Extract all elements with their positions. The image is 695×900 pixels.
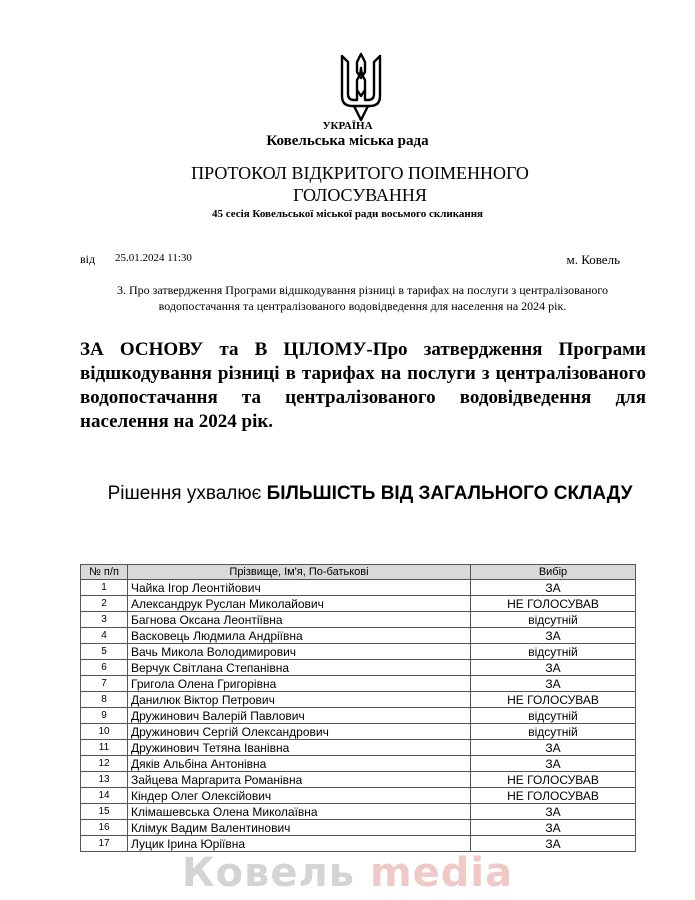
header-choice: Вибір	[471, 565, 636, 580]
row-number: 16	[81, 820, 128, 836]
row-name: Клімашевська Олена Миколаївна	[128, 804, 471, 820]
row-name: Луцик Ірина Юріївна	[128, 836, 471, 852]
result-value: БІЛЬШІСТЬ ВІД ЗАГАЛЬНОГО СКЛАДУ	[266, 483, 633, 504]
city-name: м. Ковель	[566, 252, 620, 267]
row-name: Кіндер Олег Олексійович	[128, 788, 471, 804]
result-statement	[90, 482, 650, 506]
table-row	[81, 788, 636, 804]
row-choice: ЗА	[471, 756, 636, 772]
row-choice: відсутній	[471, 612, 636, 628]
agenda-item: 3. Про затвердження Програми відшкодування різниці в тарифах на послуги з централізованого водопостачання та централізованого водовідведення для населення на 2024 рік.	[116, 283, 609, 313]
watermark-part-2: media	[369, 850, 514, 896]
table-row	[81, 756, 636, 772]
row-name: Верчук Світлана Степанівна	[128, 660, 471, 676]
result-prefix: Рішення ухвалює	[107, 483, 267, 504]
header-name: Прізвище, Ім'я, По-батькові	[128, 565, 471, 580]
table-row	[81, 692, 636, 708]
table-row	[81, 644, 636, 660]
row-number: 13	[81, 772, 128, 788]
row-choice: ЗА	[471, 628, 636, 644]
from-label: від	[80, 252, 96, 266]
row-number: 17	[81, 836, 128, 852]
row-number: 2	[81, 596, 128, 612]
council-name: Ковельська міська рада	[266, 133, 429, 149]
document-title	[150, 162, 570, 206]
decision-text: ЗА ОСНОВУ та В ЦІЛОМУ-Про затвердження Програми відшкодування різниці в тарифах на послуги з централізованого водопостачання та централізованого водовідведення для населення на 2024 рік.	[80, 339, 646, 432]
row-number: 9	[81, 708, 128, 724]
row-choice: НЕ ГОЛОСУВАВ	[471, 772, 636, 788]
row-name: Григола Олена Григорівна	[128, 676, 471, 692]
table-row	[81, 772, 636, 788]
row-number: 3	[81, 612, 128, 628]
row-name: Васковець Людмила Андріївна	[128, 628, 471, 644]
row-choice: ЗА	[471, 660, 636, 676]
table-header-row	[81, 565, 636, 580]
row-name: Вачь Микола Володимирович	[128, 644, 471, 660]
vote-datetime: 25.01.2024 11:30	[115, 252, 192, 264]
row-name: Дружинович Валерій Павлович	[128, 708, 471, 724]
row-choice: ЗА	[471, 740, 636, 756]
row-choice: відсутній	[471, 708, 636, 724]
row-name: Дяків Альбіна Антонівна	[128, 756, 471, 772]
votes-table	[80, 564, 636, 852]
row-number: 14	[81, 788, 128, 804]
table-row	[81, 676, 636, 692]
row-choice: ЗА	[471, 804, 636, 820]
row-name: Клімук Вадим Валентинович	[128, 820, 471, 836]
header-number: № п/п	[81, 565, 128, 580]
document-title-line-1: ПРОТОКОЛ ВІДКРИТОГО ПОІМЕННОГО	[191, 163, 529, 183]
session-subtitle: 45 сесія Ковельської міської ради восьмого скликання	[211, 208, 483, 220]
row-choice: відсутній	[471, 644, 636, 660]
table-row	[81, 580, 636, 596]
row-number: 4	[81, 628, 128, 644]
row-name: Александрук Руслан Миколайович	[128, 596, 471, 612]
table-row	[81, 660, 636, 676]
table-row	[81, 596, 636, 612]
row-choice: ЗА	[471, 580, 636, 596]
table-row	[81, 628, 636, 644]
country-name: УКРАЇНА	[322, 120, 373, 132]
row-choice: ЗА	[471, 820, 636, 836]
row-number: 12	[81, 756, 128, 772]
table-row	[81, 708, 636, 724]
row-number: 8	[81, 692, 128, 708]
row-choice: ЗА	[471, 676, 636, 692]
watermark-part-1: Ковель	[181, 850, 370, 896]
trident-coat-of-arms-icon	[338, 50, 384, 122]
row-choice: відсутній	[471, 724, 636, 740]
row-choice: НЕ ГОЛОСУВАВ	[471, 692, 636, 708]
row-name: Дружинович Сергій Олександрович	[128, 724, 471, 740]
table-row	[81, 804, 636, 820]
row-choice: НЕ ГОЛОСУВАВ	[471, 596, 636, 612]
row-number: 6	[81, 660, 128, 676]
row-number: 1	[81, 580, 128, 596]
row-name: Данилюк Віктор Петрович	[128, 692, 471, 708]
row-number: 15	[81, 804, 128, 820]
row-name: Багнова Оксана Леонтіївна	[128, 612, 471, 628]
table-row	[81, 612, 636, 628]
table-row	[81, 724, 636, 740]
row-name: Зайцева Маргарита Романівна	[128, 772, 471, 788]
table-row	[81, 820, 636, 836]
row-number: 10	[81, 724, 128, 740]
row-name: Дружинович Тетяна Іванівна	[128, 740, 471, 756]
row-name: Чайка Ігор Леонтійович	[128, 580, 471, 596]
row-choice: НЕ ГОЛОСУВАВ	[471, 788, 636, 804]
row-number: 7	[81, 676, 128, 692]
watermark-logo	[0, 850, 695, 896]
row-number: 5	[81, 644, 128, 660]
row-choice: ЗА	[471, 836, 636, 852]
table-row	[81, 740, 636, 756]
row-number: 11	[81, 740, 128, 756]
document-title-line-2: ГОЛОСУВАННЯ	[293, 185, 427, 205]
